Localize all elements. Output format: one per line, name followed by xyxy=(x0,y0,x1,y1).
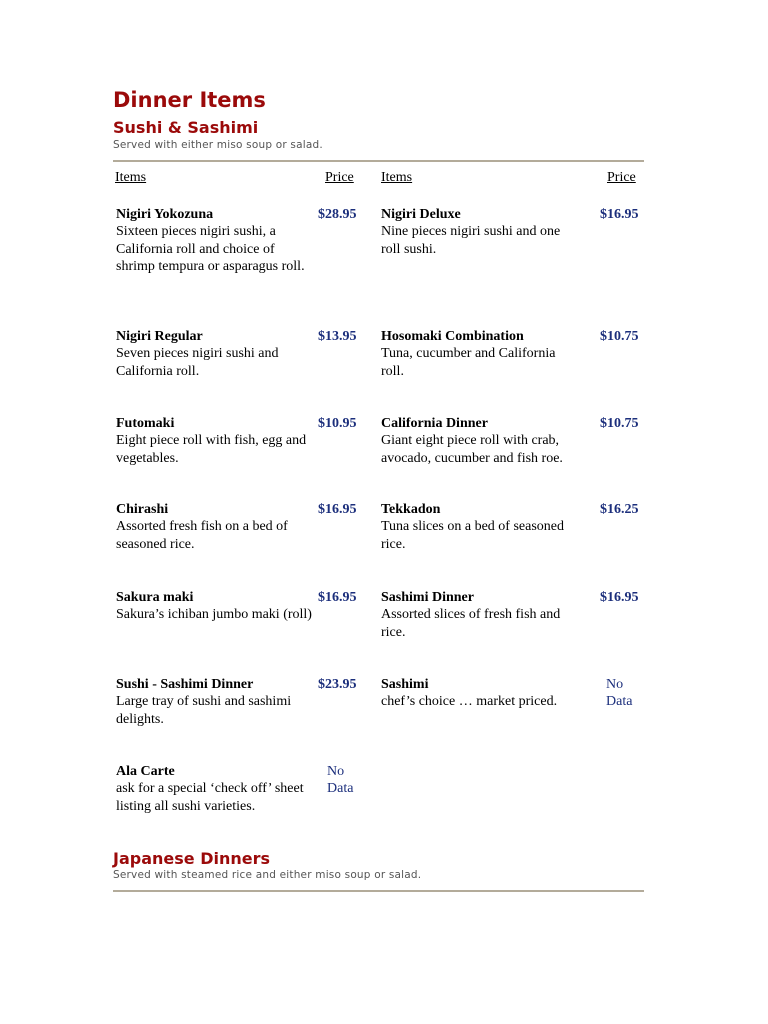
menu-item xyxy=(381,328,577,380)
menu-item-name: Chirashi xyxy=(116,502,169,517)
section-subtitle-sushi: Served with either miso soup or salad. xyxy=(113,139,323,151)
menu-item-price: $10.75 xyxy=(600,329,639,344)
section-divider xyxy=(113,160,644,162)
menu-item-name: Nigiri Deluxe xyxy=(381,207,461,222)
column-header-items: Items xyxy=(381,170,413,185)
menu-item-price: $16.95 xyxy=(318,590,357,605)
menu-item-description: Sakura’s ichiban jumbo maki (roll) xyxy=(116,607,312,623)
menu-item-name: Ala Carte xyxy=(116,764,175,779)
menu-item-description: Giant eight piece roll with crab, avocado, cucumber and fish roe. xyxy=(381,433,563,466)
menu-item-price: $23.95 xyxy=(318,677,357,692)
menu-item xyxy=(116,589,312,624)
menu-item-price: $10.75 xyxy=(600,416,639,431)
menu-item xyxy=(116,206,312,276)
page-title: Dinner Items xyxy=(113,88,266,112)
menu-item xyxy=(381,206,577,258)
menu-item-description: Sixteen pieces nigiri sushi, a California roll and choice of shrimp tempura or asparagus roll. xyxy=(116,224,305,275)
menu-item-name: Hosomaki Combination xyxy=(381,329,524,344)
menu-item xyxy=(381,589,577,641)
menu-item-price-unavailable: No Data xyxy=(606,677,633,710)
section-divider xyxy=(113,890,644,892)
menu-item-price: $28.95 xyxy=(318,207,357,222)
menu-item xyxy=(116,763,312,815)
menu-item-price: $10.95 xyxy=(318,416,357,431)
menu-item-description: Eight piece roll with fish, egg and vegetables. xyxy=(116,433,307,466)
menu-item-price: $13.95 xyxy=(318,329,357,344)
menu-item-name: Nigiri Regular xyxy=(116,329,203,344)
menu-item-description: ask for a special ‘check off’ sheet listing all sushi varieties. xyxy=(116,781,304,814)
menu-item-description: Tuna, cucumber and California roll. xyxy=(381,346,556,379)
column-header-price: Price xyxy=(607,170,636,185)
menu-item-name: Sashimi Dinner xyxy=(381,590,474,605)
menu-item-description: Large tray of sushi and sashimi delights. xyxy=(116,694,292,727)
menu-item xyxy=(116,676,312,728)
menu-item-price: $16.95 xyxy=(600,590,639,605)
menu-item xyxy=(116,415,312,467)
menu-item-description: chef’s choice … market priced. xyxy=(381,694,558,710)
menu-item-name: Futomaki xyxy=(116,416,175,431)
menu-item-description: Seven pieces nigiri sushi and California roll. xyxy=(116,346,279,379)
section-title-sushi: Sushi & Sashimi xyxy=(113,118,259,137)
menu-item-name: Nigiri Yokozuna xyxy=(116,207,214,222)
menu-item-price: $16.25 xyxy=(600,502,639,517)
column-header-items: Items xyxy=(115,170,147,185)
menu-item-name: Sushi - Sashimi Dinner xyxy=(116,677,254,692)
section-subtitle-japanese-dinners: Served with steamed rice and either miso soup or salad. xyxy=(113,869,422,881)
menu-item-name: Sakura maki xyxy=(116,590,194,605)
menu-item-description: Assorted slices of fresh fish and rice. xyxy=(381,607,561,640)
menu-item xyxy=(116,501,312,553)
menu-item-name: Sashimi xyxy=(381,677,429,692)
menu-item-description: Assorted fresh fish on a bed of seasoned rice. xyxy=(116,519,288,552)
menu-item-price: $16.95 xyxy=(600,207,639,222)
menu-item-description: Nine pieces nigiri sushi and one roll sushi. xyxy=(381,224,561,257)
section-title-japanese-dinners: Japanese Dinners xyxy=(113,849,270,868)
menu-item-price-unavailable: No Data xyxy=(327,764,354,797)
menu-item-name: California Dinner xyxy=(381,416,488,431)
column-header-price: Price xyxy=(325,170,354,185)
menu-item xyxy=(381,676,577,711)
menu-item xyxy=(381,501,577,553)
menu-item xyxy=(116,328,312,380)
menu-item xyxy=(381,415,577,467)
menu-item-description: Tuna slices on a bed of seasoned rice. xyxy=(381,519,565,552)
menu-item-price: $16.95 xyxy=(318,502,357,517)
menu-item-name: Tekkadon xyxy=(381,502,441,517)
